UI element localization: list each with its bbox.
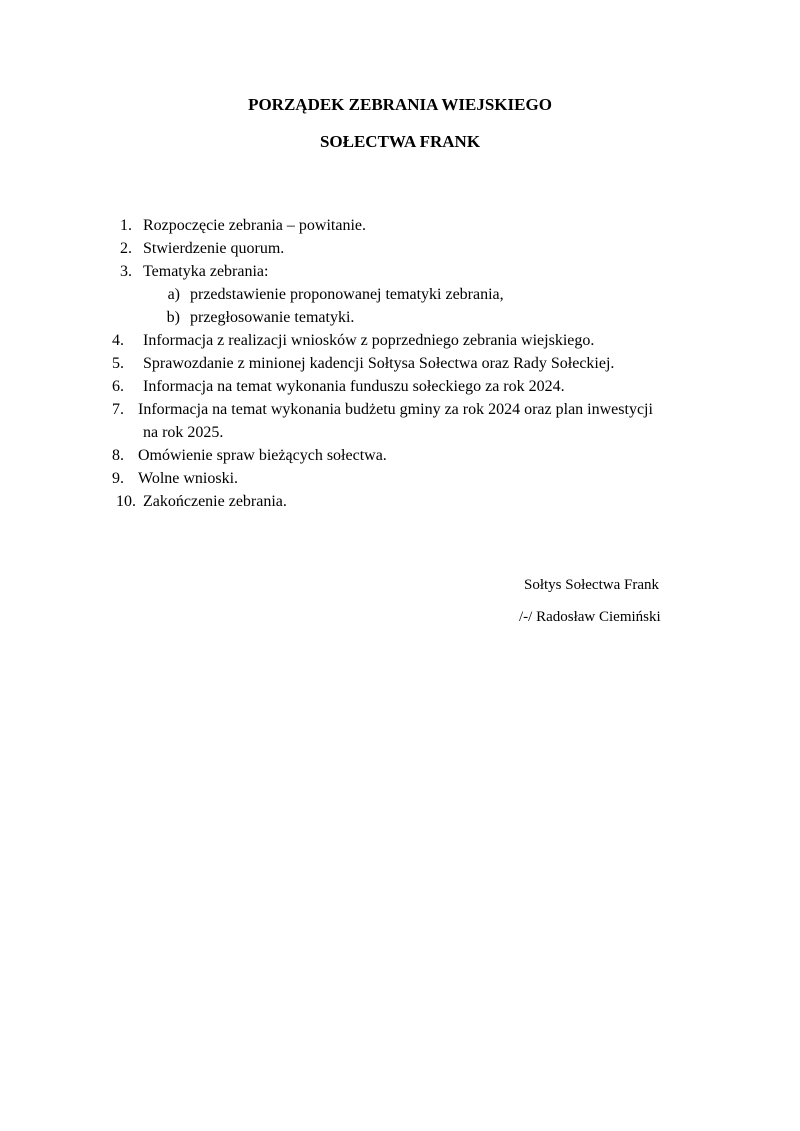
signature-name: /-/ Radosław Ciemiński — [519, 609, 661, 625]
agenda-item-number: 10. — [116, 493, 136, 510]
agenda-item-number: 3. — [120, 263, 132, 280]
agenda-item-text: Informacja z realizacji wniosków z poprzedniego zebrania wiejskiego. — [143, 332, 595, 349]
signature-role: Sołtys Sołectwa Frank — [524, 577, 659, 593]
agenda-subitem-letter: a) — [167, 286, 180, 303]
agenda-subitem-text: przegłosowanie tematyki. — [190, 309, 355, 326]
agenda-item-text: Informacja na temat wykonania budżetu gminy za rok 2024 oraz plan inwestycji — [138, 401, 653, 418]
agenda-item-text: Stwierdzenie quorum. — [143, 240, 285, 257]
agenda-item-text: Wolne wnioski. — [138, 470, 239, 487]
agenda-item-text: Informacja na temat wykonania funduszu sołeckiego za rok 2024. — [143, 378, 565, 395]
agenda-item-text: na rok 2025. — [143, 424, 224, 441]
agenda-item-number: 2. — [120, 240, 132, 257]
agenda-item-number: 6. — [112, 378, 124, 395]
agenda-item-text: Sprawozdanie z minionej kadencji Sołtysa Sołectwa oraz Rady Sołeckiej. — [143, 355, 615, 372]
agenda-item-number: 7. — [112, 401, 124, 418]
agenda-item-number: 5. — [112, 355, 124, 372]
agenda-item-text: Omówienie spraw bieżących sołectwa. — [138, 447, 387, 464]
agenda-subitem-text: przedstawienie proponowanej tematyki zebrania, — [190, 286, 504, 303]
agenda-item-number: 8. — [112, 447, 124, 464]
agenda-item-number: 9. — [112, 470, 124, 487]
agenda-item-text: Zakończenie zebrania. — [143, 493, 287, 510]
agenda-subitem-letter: b) — [166, 309, 180, 326]
page-subtitle: SOŁECTWA FRANK — [319, 132, 481, 151]
page-title: PORZĄDEK ZEBRANIA WIEJSKIEGO — [248, 95, 552, 114]
agenda-item-text: Rozpoczęcie zebrania – powitanie. — [143, 217, 366, 234]
agenda-item-text: Tematyka zebrania: — [143, 263, 269, 280]
agenda-item-number: 1. — [120, 217, 132, 234]
agenda-item-number: 4. — [112, 332, 124, 349]
